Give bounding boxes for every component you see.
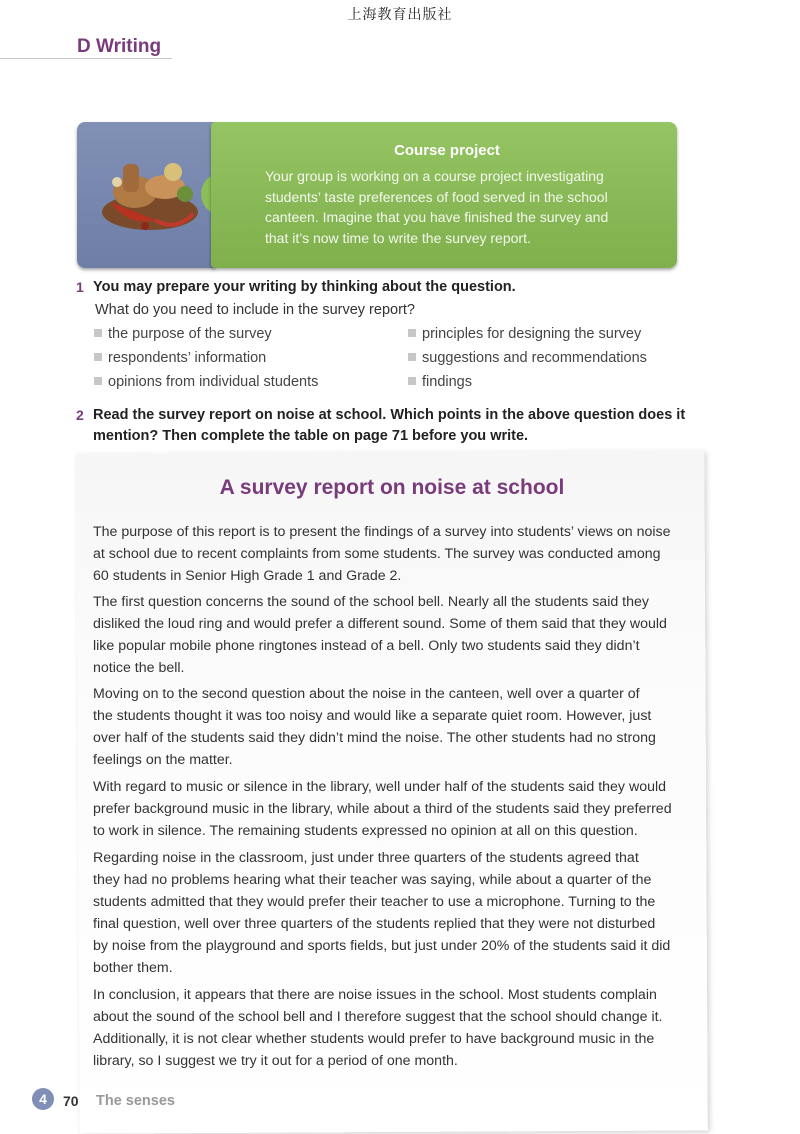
option-label: findings [422, 374, 472, 390]
puzzle-piece-image [77, 122, 215, 268]
question-2-line: Read the survey report on noise at school. Which points in the above question does it [93, 407, 686, 423]
report-line: In conclusion, it appears that there are noise issues in the school. Most students complain [93, 987, 657, 1003]
course-project-line: Your group is working on a course project investigating [265, 168, 604, 184]
report-line: over half of the students said they didn’t mind the noise. The other students had no strong [93, 730, 656, 746]
report-paragraph [93, 521, 693, 587]
option-label: principles for designing the survey [422, 326, 642, 342]
report-line: final question, well over three quarters of the students replied that they were not disturbed [93, 916, 656, 932]
course-project-text [265, 166, 645, 248]
option-item [94, 374, 318, 390]
course-project-box [77, 122, 679, 270]
report-line: The purpose of this report is to present the findings of a survey into students’ views on noise [93, 524, 671, 540]
report-line: The first question concerns the sound of the school bell. Nearly all the students said they [93, 594, 649, 610]
report-line: feelings on the matter. [93, 752, 233, 768]
question-2-line: mention? Then complete the table on page 71 before you write. [93, 428, 529, 444]
report-line: disliked the loud ring and would prefer a different sound. Some of them said that they would [93, 616, 667, 632]
page-number: 70 [63, 1093, 79, 1109]
bullet-icon [408, 353, 416, 361]
report-line: Regarding noise in the classroom, just under three quarters of the students agreed that [93, 850, 639, 866]
report-paragraph [93, 591, 693, 679]
report-paragraph [93, 776, 693, 842]
report-line: like popular mobile phone ringtones instead of a bell. Only two students said they didn’t [93, 638, 640, 654]
option-label: suggestions and recommendations [422, 350, 647, 366]
question-1-subquestion: What do you need to include in the survey report? [95, 302, 415, 318]
option-item [94, 326, 272, 342]
report-line: Additionally, it is not clear whether students would prefer to have background music in the [93, 1031, 655, 1047]
report-paragraph [93, 984, 693, 1072]
report-line: Moving on to the second question about the noise in the canteen, well over a quarter of [93, 686, 640, 702]
bullet-icon [408, 377, 416, 385]
report-line: the students thought it was too noisy and would like a separate quiet room. However, just [93, 708, 652, 724]
section-heading: D Writing [77, 36, 162, 57]
bullet-icon [94, 329, 102, 337]
option-item [94, 350, 266, 366]
course-project-line: that it’s now time to write the survey report. [265, 229, 531, 246]
report-title: A survey report on noise at school [219, 476, 565, 499]
report-line: prefer background music in the library, while about a third of the students said they preferred [93, 801, 672, 817]
question-2-text [93, 405, 685, 447]
course-project-line: canteen. Imagine that you have finished the survey and [265, 209, 609, 225]
unit-title: The senses [96, 1093, 175, 1109]
report-line: With regard to music or silence in the library, well under half of the students said they would [93, 779, 667, 795]
report-line: library, so I suggest we try it out for a period of one month. [93, 1053, 458, 1069]
option-item [408, 374, 472, 390]
report-line: by noise from the playground and sports fields, but just under 20% of the students said it did [93, 938, 671, 954]
question-2-number: 2 [76, 407, 84, 423]
course-project-line: students’ taste preferences of food served in the school [265, 188, 608, 205]
report-line: students admitted that they would prefer their teacher to use a microphone. Turning to the [93, 894, 656, 910]
option-label: the purpose of the survey [108, 326, 272, 342]
bullet-icon [94, 377, 102, 385]
section-divider [0, 58, 172, 59]
report-line: to work in silence. The remaining students expressed no opinion at all on this question. [93, 823, 638, 839]
report-paragraph [93, 683, 693, 771]
report-line: 60 students in Senior High Grade 1 and Grade 2. [93, 568, 402, 584]
option-item [408, 326, 641, 342]
question-1-text: You may prepare your writing by thinking about the question. [93, 279, 516, 295]
question-1-number: 1 [76, 279, 84, 295]
report-line: at school due to recent complaints from some students. The survey was conducted among [93, 546, 661, 562]
report-paragraph [93, 847, 693, 979]
course-project-title: Course project [394, 142, 500, 159]
bullet-icon [94, 353, 102, 361]
unit-number-badge: 4 [32, 1088, 54, 1110]
option-label: respondents’ information [108, 350, 267, 366]
option-label: opinions from individual students [108, 374, 319, 390]
bullet-icon [408, 329, 416, 337]
publisher-name: 上海教育出版社 [347, 7, 453, 23]
report-line: bother them. [93, 960, 173, 976]
option-item [408, 350, 647, 366]
report-line: about the sound of the school bell and I therefore suggest that the school should change it. [93, 1009, 663, 1025]
report-line: they had no problems hearing what their teacher was saying, while about a quarter of the [93, 872, 652, 888]
food-illustration [95, 142, 205, 242]
report-line: notice the bell. [93, 660, 185, 676]
